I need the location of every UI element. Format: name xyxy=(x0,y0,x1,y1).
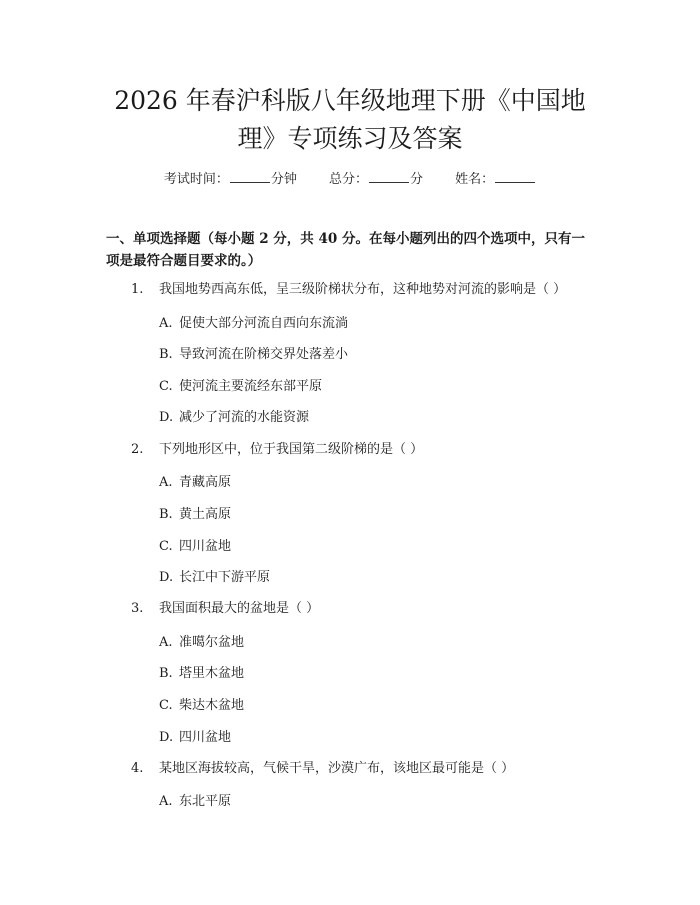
question-2-option-d xyxy=(159,568,270,588)
question-4 xyxy=(131,759,514,779)
question-text: 我国面积最大的盆地是（ ） xyxy=(159,601,320,616)
option-letter: A. xyxy=(159,475,173,490)
question-3 xyxy=(131,599,319,619)
total-score-label: 总分： xyxy=(328,172,368,187)
question-3-option-d xyxy=(159,728,231,748)
question-number: 2. xyxy=(131,442,144,457)
question-text: 我国地势西高东低，呈三级阶梯状分布，这种地势对河流的影响是（ ） xyxy=(159,282,567,297)
question-text: 某地区海拔较高，气候干旱，沙漠广布，该地区最可能是（ ） xyxy=(159,761,515,776)
exam-time-field xyxy=(164,169,297,190)
option-text: 减少了河流的水能资源 xyxy=(179,410,310,425)
title-line-2: 理》专项练习及答案 xyxy=(237,124,463,153)
option-text: 青藏高原 xyxy=(179,475,232,490)
option-text: 准噶尔盆地 xyxy=(179,635,245,650)
exam-time-label: 考试时间： xyxy=(163,172,229,187)
option-letter: D. xyxy=(159,410,174,425)
question-1-option-c xyxy=(159,377,322,397)
name-blank xyxy=(495,169,535,183)
option-letter: A. xyxy=(159,794,173,809)
total-score-blank xyxy=(369,169,409,183)
total-score-unit: 分 xyxy=(410,172,424,187)
option-letter: D. xyxy=(159,570,174,585)
option-letter: C. xyxy=(159,379,173,394)
name-label: 姓名： xyxy=(455,172,495,187)
option-letter: C. xyxy=(159,539,173,554)
section-heading: 一、单项选择题（每小题 2 分，共 40 分。在每小题列出的四个选项中，只有一项是最符合题目要求的。） xyxy=(106,231,585,269)
question-1-option-a xyxy=(159,314,348,334)
option-letter: B. xyxy=(159,507,173,522)
option-text: 导致河流在阶梯交界处落差小 xyxy=(179,347,349,362)
exam-time-blank xyxy=(230,169,270,183)
exam-time-unit: 分钟 xyxy=(270,172,297,187)
option-text: 柴达木盆地 xyxy=(179,698,245,713)
question-1-option-b xyxy=(159,345,348,365)
option-text: 长江中下游平原 xyxy=(179,570,271,585)
option-letter: B. xyxy=(159,666,173,681)
question-number: 4. xyxy=(131,761,144,776)
option-text: 促使大部分河流自西向东流淌 xyxy=(179,316,349,331)
total-score-field xyxy=(329,169,423,190)
question-3-option-b xyxy=(159,664,244,684)
option-letter: D. xyxy=(159,730,174,745)
question-2-option-b xyxy=(159,505,231,525)
question-2-option-a xyxy=(159,473,231,493)
option-letter: A. xyxy=(159,316,173,331)
option-text: 黄土高原 xyxy=(179,507,232,522)
option-letter: B. xyxy=(159,347,173,362)
option-text: 四川盆地 xyxy=(179,539,232,554)
option-text: 东北平原 xyxy=(179,794,232,809)
option-letter: C. xyxy=(159,698,173,713)
question-1 xyxy=(131,280,566,300)
exam-info-line xyxy=(0,169,700,190)
question-1-option-d xyxy=(159,408,309,428)
question-4-option-a xyxy=(159,792,231,812)
title-line-1: 2026 年春沪科版八年级地理下册《中国地 xyxy=(114,86,586,115)
question-3-option-a xyxy=(159,633,244,653)
question-number: 1. xyxy=(131,282,144,297)
option-letter: A. xyxy=(159,635,173,650)
option-text: 塔里木盆地 xyxy=(179,666,245,681)
question-2 xyxy=(131,440,423,460)
option-text: 四川盆地 xyxy=(179,730,232,745)
question-text: 下列地形区中，位于我国第二级阶梯的是（ ） xyxy=(159,442,424,457)
question-2-option-c xyxy=(159,537,231,557)
question-3-option-c xyxy=(159,696,244,716)
name-field xyxy=(455,169,536,190)
document-title xyxy=(100,82,600,158)
question-number: 3. xyxy=(131,601,144,616)
option-text: 使河流主要流经东部平原 xyxy=(179,379,323,394)
